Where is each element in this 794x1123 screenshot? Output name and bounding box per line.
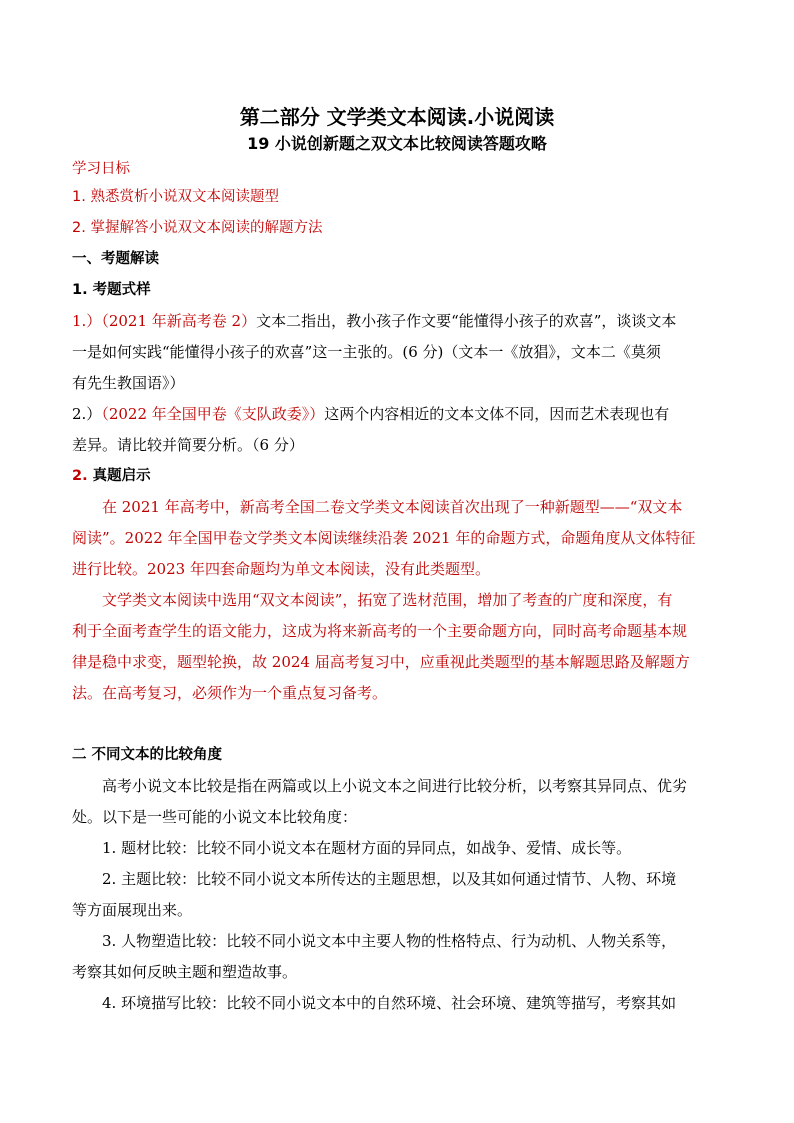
insights-paragraph-1: [72, 492, 722, 585]
comparison-item-4: [72, 988, 722, 1019]
question-1-text-line-2: 一是如何实践“能懂得小孩子的欢喜”这一主张的。(6 分)（文本一《放猖》，文本二《莫须: [72, 343, 661, 361]
question-2-number: 2.）: [72, 405, 102, 423]
section2-intro-line-1: 高考小说文本比较是指在两篇或以上小说文本之间进行比较分析，以考察其异同点、优劣: [102, 777, 688, 795]
comparison-item-3: [72, 926, 722, 988]
question-1-text-line-3: 有先生教国语》）: [72, 374, 185, 392]
insights-p2-line-3: 律是稳中求变，题型轮换，故 2024 届高考复习中，应重视此类题型的基本解题思路及解题方: [72, 653, 690, 671]
section1-heading: 一、考题解读: [72, 251, 159, 267]
insights-p2-line-1: 文学类文本阅读中选用“双文本阅读”，拓宽了选材范围，增加了考查的广度和深度，有: [102, 591, 673, 609]
section2-heading: 二 不同文本的比较角度: [72, 747, 223, 763]
question-2-text-line-2: 差异。请比较并简要分析。（6 分）: [72, 436, 304, 454]
comparison-item-3-line-2: 考察其如何反映主题和塑造故事。: [72, 963, 298, 981]
page-subtitle: 19 小说创新题之双文本比较阅读答题攻略: [247, 134, 547, 153]
page-title: 第二部分 文学类文本阅读.小说阅读: [239, 105, 555, 129]
comparison-item-1: [72, 833, 722, 864]
objective-item-1: 1. 熟悉赏析小说双文本阅读题型: [72, 189, 279, 205]
question-1-text-line-1: 文本二指出，教小孩子作文要“能懂得小孩子的欢喜”，谈谈文本: [256, 312, 677, 330]
insights-heading: 真题启示: [92, 468, 151, 484]
document-page: 第二部分 文学类文本阅读.小说阅读 19 小说创新题之双文本比较阅读答题攻略 学习日标 1. 熟悉赏析小说双文本阅读题型 2. 掌握解答小说双文本阅读的解题方法 一、考题解读 1. 考题式样 1.）（2021 年新高考卷 2）文本二指出，教小孩子作文要“能懂得小孩子的欢喜”，谈谈文本 一是如何实践“能懂得小孩子的欢喜”这一主张的。(6 分)（文本一《放猖》，文本二《莫须 有先生教国语》） 2.）（2022 年全国甲卷《支队政委》）这两个内容相近的文本文体不同，因而艺术表现也有 差异。请比较并简要分析。（6 分） 2. 真题启示 在 2021 年高考中，新高考全国二卷文学类文本阅读首次出现了一种新题型——“双文本 阅读”。2022 年全国甲卷文学类文本阅读继续沿袭 2021 年的命题方式，命题角度从文体特征 进行比较。2023 年四套命题均为单文本阅读，没有此类题型。 文学类文本阅读中选用“双文本阅读”，拓宽了选材范围，增加了考查的广度和深度，有 利于全面考查学生的语文能力，这成为将来新高考的一个主要命题方向，同时高考命题基本规 律是稳中求变，题型轮换，故 2024 届高考复习中，应重视此类题型的基本解题思路及解题方 法。在高考复习，必须作为一个重点复习备考。 二 不同文本的比较角度 高考小说文本比较是指在两篇或以上小说文本之间进行比较分析，以考察其异同点、优劣 处。以下是一些可能的小说文本比较角度： 1. 题材比较：比较不同小说文本在题材方面的异同点，如战争、爱情、成长等。 2. 主题比较：比较不同小说文本所传达的主题思想，以及其如何通过情节、人物、环境 等方面展现出来。 3. 人物塑造比较：比较不同小说文本中主要人物的性格特点、行为动机、人物关系等， 考察其如何反映主题和塑造故事。 4. 环境描写比较：比较不同小说文本中的自然环境、社会环境、建筑等描写，考察其如: [0, 0, 794, 1123]
comparison-item-2: [72, 864, 722, 926]
section2-intro: [72, 771, 722, 833]
question-1: [72, 306, 722, 399]
insights-p2-line-4: 法。在高考复习，必须作为一个重点复习备考。: [72, 684, 388, 702]
insights-p1-line-3: 进行比较。2023 年四套命题均为单文本阅读，没有此类题型。: [72, 560, 490, 578]
question-1-source: （2021 年新高考卷 2）: [101, 312, 257, 330]
question-1-number: 1.）: [72, 312, 102, 330]
insights-p2-line-2: 利于全面考查学生的语文能力，这成为将来新高考的一个主要命题方向，同时高考命题基本规: [72, 622, 688, 640]
objective-item-2: 2. 掌握解答小说双文本阅读的解题方法: [72, 220, 323, 236]
comparison-item-4-line-1: 4. 环境描写比较：比较不同小说文本中的自然环境、社会环境、建筑等描写，考察其如: [102, 994, 677, 1012]
comparison-item-3-line-1: 3. 人物塑造比较：比较不同小说文本中主要人物的性格特点、行为动机、人物关系等，: [102, 932, 677, 950]
insights-p1-line-1: 在 2021 年高考中，新高考全国二卷文学类文本阅读首次出现了一种新题型——“双文本: [102, 498, 683, 516]
question-2: [72, 399, 722, 461]
comparison-item-2-line-1: 2. 主题比较：比较不同小说文本所传达的主题思想，以及其如何通过情节、人物、环境: [102, 870, 677, 888]
comparison-item-1-line-1: 1. 题材比较：比较不同小说文本在题材方面的异同点，如战争、爱情、成长等。: [102, 839, 632, 857]
comparison-item-2-line-2: 等方面展现出来。: [72, 901, 193, 919]
question-2-text-line-1: 这两个内容相近的文本文体不同，因而艺术表现也有: [324, 405, 670, 423]
section2-intro-line-2: 处。以下是一些可能的小说文本比较角度：: [72, 808, 358, 826]
objectives-heading: 学习日标: [72, 161, 130, 177]
blank-line: [72, 709, 722, 740]
insights-paragraph-2: [72, 585, 722, 709]
question-2-source: （2022 年全国甲卷《支队政委》）: [101, 405, 325, 423]
sample-questions-heading: 1. 考题式样: [72, 282, 151, 298]
insights-p1-line-2: 阅读”。2022 年全国甲卷文学类文本阅读继续沿袭 2021 年的命题方式，命题角度从文体特征: [72, 529, 696, 547]
